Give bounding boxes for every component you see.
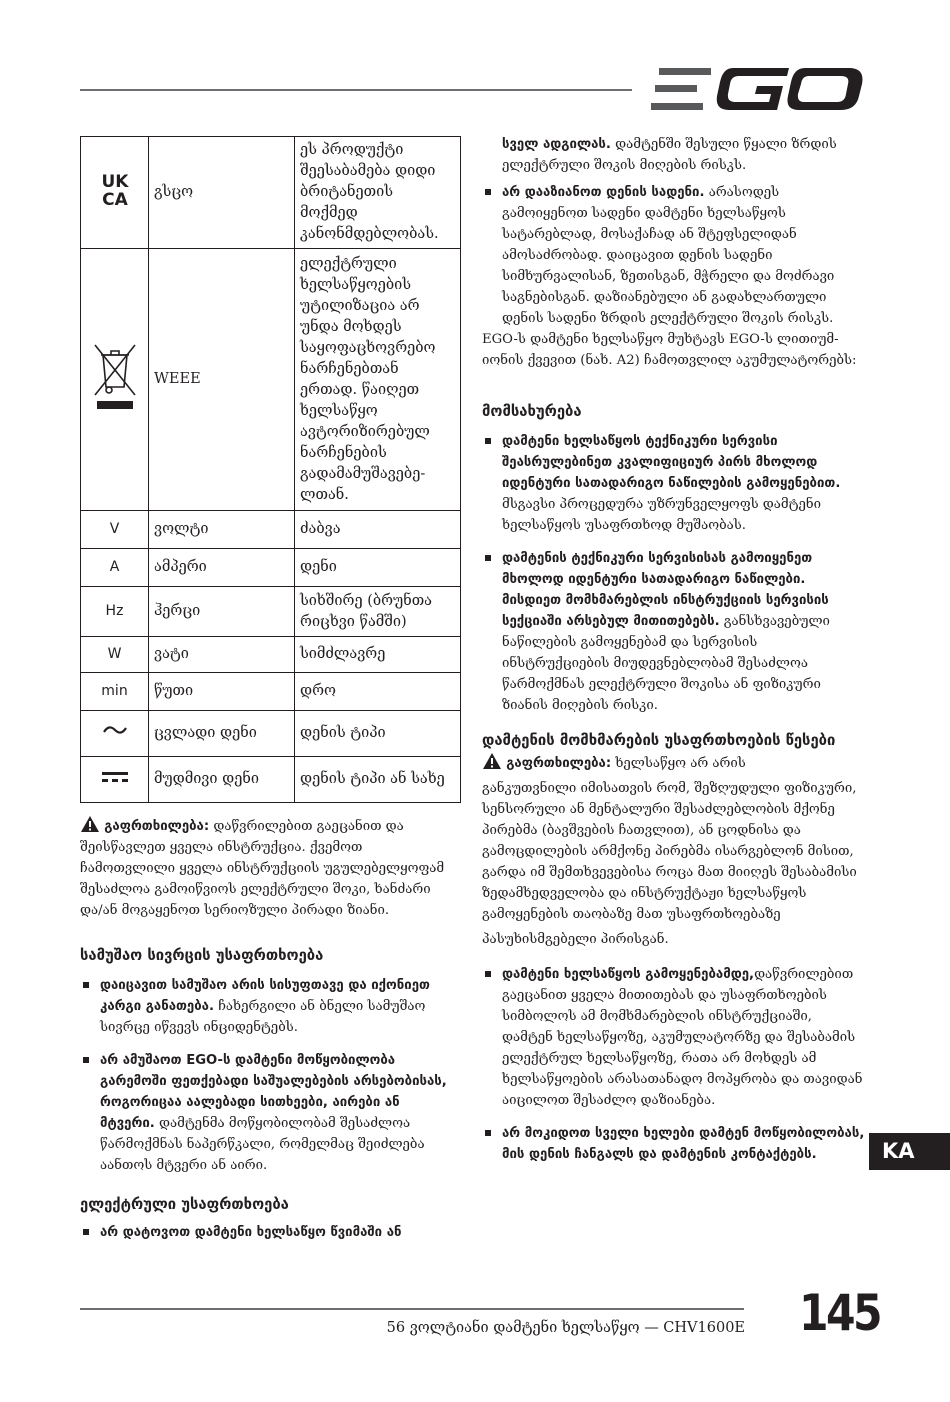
item-bold: დამტენი ხელსაწყოს ტექნიკური სერვისი შეასრულებინეთ კვალიფიციურ პირს მხოლოდ იდენტური სათადარიგო ნაწილების გამოყენებით. xyxy=(502,434,841,491)
item-text: არასოდეს გამოიყენოთ სადენი დამტენი ხელსაწყოს სატარებლად, მოსაქაჩად ან შტეფსელიდან ამოსაძრობად. დაიცავით დენის სადენი სიმხურვალისან, ზეთისგან, მჭრელი და მოძრავი საგნებისგან. დაზიანებული ან გადახლართული დენის სადენი ზრდის ელექტრული შოკის რისკს. xyxy=(502,185,835,326)
table-row xyxy=(81,637,461,673)
page-number: 145 xyxy=(799,1284,881,1342)
table-row xyxy=(81,757,461,803)
symbol-desc: სიხშირე (ბრუნთა რიცხვი წამში) xyxy=(295,587,461,637)
symbol-desc: ელექტრული ხელსაწყოების უტილიზაცია არ უნდა მოხდეს საყოფაცხოვრებო ნარჩენებთან ერთად. წაიღეთ ხელსაწყო ავტორიზირებულ ნარჩენების გადამამუშავებე-ლთან. xyxy=(295,249,461,511)
item-text: დამტენში შესული წყალი ზრდის ელექტრული შოკის მიღების რისკს. xyxy=(502,137,837,173)
symbol-name: მუდმივი დენი xyxy=(149,757,295,803)
warning-label: გაფრთხილება: xyxy=(506,756,612,771)
list-item xyxy=(80,975,448,1038)
svg-text:CA: CA xyxy=(101,190,128,207)
svg-text:UK: UK xyxy=(101,172,128,192)
warning-text: ხელსაწყო არ არის xyxy=(611,756,746,771)
list-item xyxy=(80,1050,448,1176)
list-item xyxy=(482,964,866,1111)
footer-title: 56 ვოლტიანი დამტენი ხელსაწყო — CHV1600E xyxy=(386,1320,745,1336)
warning-line xyxy=(482,752,866,774)
continued-item xyxy=(482,134,866,176)
symbol: Hz xyxy=(81,587,149,637)
symbol-name: წუთი xyxy=(149,673,295,711)
item-bold: სველ ადგილას. xyxy=(502,137,611,152)
item-bold: დამტენის ტექნიკური სერვისისას გამოიყენეთ მხოლოდ იდენტური სათადარიგო ნაწილები. მისდიეთ მომხმარებლის ინსტრუქციის სერვისის სექციაში არსებულ მითითებებს. xyxy=(502,551,829,629)
section-heading: დამტენის მომხმარების უსაფრთხოების წესები xyxy=(482,732,836,749)
section-heading: ელექტრული უსაფრთხოება xyxy=(80,1196,289,1213)
table-row xyxy=(81,711,461,757)
symbols-table xyxy=(80,136,461,803)
item-text: დაწვრილებით გაეცანით ყველა მითითებას და უსაფრთხოების სიმბოლოს ამ მომხმარებლის ინსტრუქციაში, დამტენ ხელსაწყოზე, აკუმულატორზე და შესაბამის ელექტრულ ხელსაწყოზე, რათა არ მოხდეს ამ ხელსაწყოების არასათანადო მოპყრობა და თავიდან აიცილოთ შესაძლო დაზიანება. xyxy=(502,967,863,1108)
header-rule xyxy=(80,89,632,91)
item-bold: არ ამუშაოთ EGO-ს დამტენი მოწყობილობა გარემოში ფეთქებადი საშუალებების არსებობისას, როგორიცაა აალებადი სითხეები, აირები ან მტვერი. xyxy=(100,1053,447,1131)
item-bold: დამტენი ხელსაწყოს გამოყენებამდე, xyxy=(502,967,755,982)
symbol-desc: დენის ტიპი xyxy=(295,711,461,757)
item-text: დამტენმა მოწყობილობამ შესაძლოა წარმოქმნას ნაპერწკალი, რომელმაც შეიძლება აანთოს მტვერი ან აირი. xyxy=(100,1116,425,1173)
warning-triangle-icon xyxy=(80,815,100,833)
ego-logo xyxy=(651,66,863,112)
item-bold: დაიცავით სამუშაო არის სისუფთავე და იქონიეთ კარგი განათება. xyxy=(100,978,430,1014)
symbol-name: ჰერცი xyxy=(149,587,295,637)
symbol-desc: დრო xyxy=(295,673,461,711)
list-item xyxy=(482,548,866,716)
symbol-name: ცვლადი დენი xyxy=(149,711,295,757)
item-text: მსგავსი პროცედურა უზრუნველყოფს დამტენი ხელსაწყოს უსაფრთხოდ მუშაობას. xyxy=(502,497,821,533)
footer-rule xyxy=(80,1308,744,1310)
table-row xyxy=(81,137,461,249)
symbol: V xyxy=(81,511,149,549)
symbol-desc: ძაბვა xyxy=(295,511,461,549)
ego-paragraph: EGO-ს დამტენი ხელსაწყო მუხტავს EGO-ს ლითიუმ-იონის ქვევით (ნახ. A2) ჩამოთვლილ აკუმულატორებს: xyxy=(482,332,857,368)
symbol-name: ამპერი xyxy=(149,549,295,587)
symbol: A xyxy=(81,549,149,587)
right-column xyxy=(482,134,866,1165)
language-tab: KA xyxy=(869,1133,950,1170)
symbol-desc: დენის ტიპი ან სახე xyxy=(295,757,461,803)
table-row xyxy=(81,511,461,549)
symbol-name: ვატი xyxy=(149,637,295,673)
symbol-name: WEEE xyxy=(149,249,295,511)
warning-text: დაწვრილებით გაეცანით და შეისწავლეთ ყველა ინსტრუქცია. ქვემოთ ჩამოთვლილი ყველა ინსტრუქციის უგულებელყოფამ შესაძლოა გამოიწვიოს ელექტრული შოკი, ხანძარი და/ან მოგაყენოთ სერიოზული პირადი ზიანი. xyxy=(80,819,445,918)
list-item xyxy=(482,182,866,329)
left-column xyxy=(80,815,448,1243)
item-bold: არ დატოვოთ დამტენი ხელსაწყო წვიმაში ან xyxy=(100,1225,402,1240)
section-heading: მომსახურება xyxy=(482,403,582,420)
symbol-desc: სიმძლავრე xyxy=(295,637,461,673)
symbol: min xyxy=(81,673,149,711)
table-row xyxy=(81,587,461,637)
ukca-mark xyxy=(81,137,149,249)
symbol: W xyxy=(81,637,149,673)
item-text: ჩახერგილი ან ბნელი სამუშაო სივრცე იწვევს ინციდენტებს. xyxy=(100,999,426,1035)
warning-paragraph: განკუთვნილი იმისათვის რომ, შეზღუდული ფიზიკური, სენსორული ან მენტალური შესაძლებლობის მქონე პირებმა (ბავშვების ჩათვლით), ან ცოდნისა და გამოცდილების არმქონე პირებმა ისარგებლონ მისით, გარდა იმ შემთხვევებისა როცა მათ მიიღეს შესაბამისი ზედამხედველობა და ინსტრუქტაჟი ხელსაწყოს გამოყენების თაობაზე მათ უსაფრთხოებაზე xyxy=(482,781,857,922)
warning-paragraph-end: პასუხისმგებელი პირისგან. xyxy=(482,932,669,947)
symbol-desc: ეს პროდუქტი შეესაბამება დიდი ბრიტანეთის მოქმედ კანონმდებლობას. xyxy=(295,137,461,249)
warning-triangle-icon xyxy=(482,752,502,770)
table-row xyxy=(81,549,461,587)
warning-label: გაფრთხილება: xyxy=(104,819,210,834)
symbol-name: გსცო xyxy=(149,137,295,249)
symbol-name: ვოლტი xyxy=(149,511,295,549)
list-item xyxy=(482,431,866,536)
dc-icon xyxy=(81,757,149,803)
weee-bin-icon xyxy=(81,249,149,511)
item-text: განსხვავებული ნაწილების გამოყენებამ და სერვისის ინსტრუქციების მიუდევნებლობამ შესაძლოა წარმოქმნას ელექტრული შოკისა ან ფიზიკური ზიანის მიღების რისკი. xyxy=(502,614,830,713)
warning-paragraph xyxy=(80,815,448,921)
ac-icon xyxy=(81,711,149,757)
item-bold: არ დააზიანოთ დენის სადენი. xyxy=(502,185,705,200)
item-bold: არ მოკიდოთ სველი ხელები დამტენ მოწყობილობას, მის დენის ჩანგალს და დამტენის კონტაქტებს. xyxy=(502,1126,865,1162)
table-row xyxy=(81,249,461,511)
section-heading: სამუშაო სივრცის უსაფრთხოება xyxy=(80,947,324,964)
table-row xyxy=(81,673,461,711)
list-item xyxy=(80,1222,448,1243)
symbol-desc: დენი xyxy=(295,549,461,587)
list-item xyxy=(482,1123,866,1165)
